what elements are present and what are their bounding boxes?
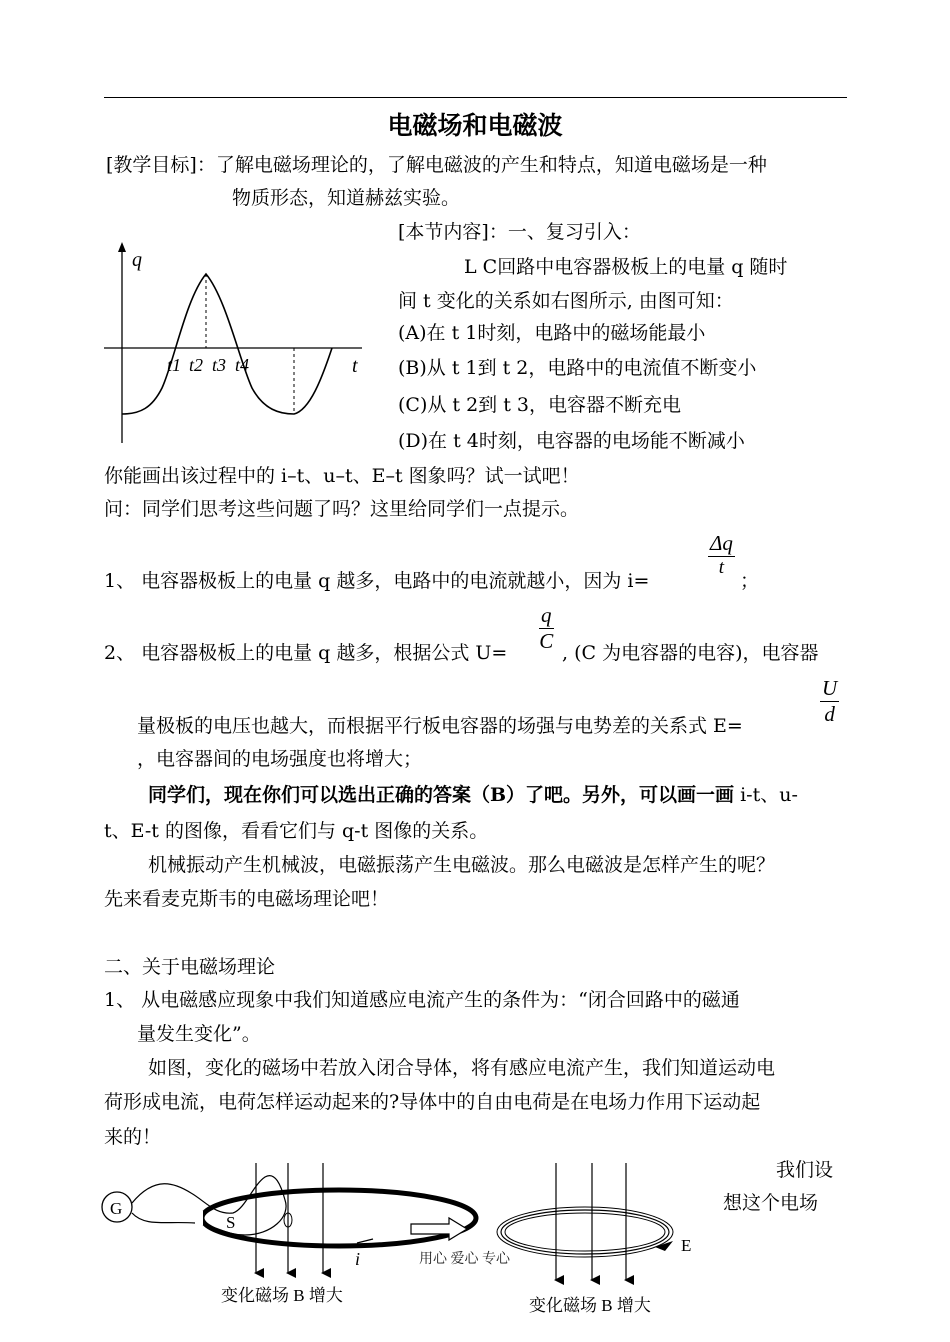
hint-1 — [104, 566, 649, 593]
fraction-dq-t-den: t — [718, 557, 725, 578]
option-a: (A)在 t 1时刻，电路中的磁场能最小 — [398, 322, 706, 344]
field-e-label: E — [681, 1236, 692, 1255]
hint-2-text: 2、 电容器极板上的电量 q 越多，根据公式 U= — [104, 642, 508, 664]
x-axis-label: t — [352, 355, 358, 377]
q-curve — [122, 274, 332, 414]
fraction-u-d-den: d — [824, 702, 835, 726]
hint-2b-line1: 量极板的电压也越大，而根据平行板电容器的场强与电势差的关系式 E= — [137, 715, 743, 737]
y-axis-arrow — [118, 242, 126, 252]
induct-para-line2: 荷形成电流，电荷怎样运动起来的?导体中的自由电荷是在电场力作用下运动起 — [104, 1091, 761, 1113]
tick-t3: t3 — [212, 355, 227, 375]
fraction-dq-t — [708, 531, 735, 579]
prompt-draw: 你能画出该过程中的 i–t、u–t、E–t 图象吗？试一试吧！ — [104, 465, 580, 487]
side-note-line2: 想这个电场 — [723, 1192, 819, 1214]
switch-label: S — [226, 1213, 236, 1232]
teaching-goal-line1: [教学目标]：了解电磁场理论的，了解电磁波的产生和特点，知道电磁场是一种 — [106, 154, 767, 176]
current-arrow-icon — [357, 1239, 373, 1243]
induct-para-line1: 如图，变化的磁场中若放入闭合导体，将有感应电流产生，我们知道运动电 — [148, 1057, 776, 1079]
watermark: 用心 爱心 专心 — [419, 1252, 510, 1267]
wave-para-line1: 机械振动产生机械波，电磁振荡产生电磁波。那么电磁波是怎样产生的呢？ — [148, 854, 776, 876]
answer-normal: i-t、u- — [734, 784, 798, 806]
caption-left: 变化磁场 B 增大 — [221, 1286, 343, 1305]
y-axis-label: q — [132, 249, 142, 271]
tick-t2: t2 — [189, 355, 204, 375]
fraction-u-d — [820, 676, 839, 727]
option-d: (D)在 t 4时刻，电容器的电场能不断减小 — [398, 430, 745, 452]
item-1-line1: 1、 从电磁感应现象中我们知道感应电流产生的条件为：“闭合回路中的磁通 — [104, 989, 740, 1011]
fraction-u-d-num: U — [822, 676, 838, 700]
top-rule — [104, 97, 847, 98]
hint-1-tail: ； — [740, 570, 760, 592]
lc-text-line1: L C回路中电容器极板上的电量 q 随时 — [464, 256, 788, 278]
answer-bold: 同学们，现在你们可以选出正确的答案（B）了吧。另外，可以画一画 — [148, 784, 735, 806]
page-title: 电磁场和电磁波 — [387, 111, 563, 140]
lc-text-line2: 间 t 变化的关系如右图所示, 由图可知： — [398, 290, 734, 312]
fraction-q-c-den: C — [539, 629, 554, 653]
side-note-line1: 我们设 — [776, 1159, 834, 1181]
tick-t4: t4 — [235, 355, 250, 375]
fraction-q-c-num: q — [541, 603, 552, 627]
option-b: (B)从 t 1到 t 2，电路中的电流值不断变小 — [398, 357, 757, 379]
prompt-question: 问：同学们思考这些问题了吗？这里给同学们一点提示。 — [104, 498, 580, 520]
content-heading: [本节内容]：一、复习引入： — [398, 221, 641, 243]
hint-1-text: 1、 电容器极板上的电量 q 越多，电路中的电流就越小，因为 i= — [104, 570, 650, 592]
section-2-heading: 二、关于电磁场理论 — [104, 956, 276, 978]
fraction-q-c — [539, 603, 554, 654]
fraction-dq-t-num: Δq — [710, 531, 733, 555]
item-1-line2: 量发生变化”。 — [137, 1023, 261, 1045]
answer-line2: t、E-t 的图像，看看它们与 q-t 图像的关系。 — [104, 820, 489, 842]
induct-para-line3: 来的！ — [104, 1126, 162, 1148]
caption-right: 变化磁场 B 增大 — [529, 1296, 651, 1315]
tick-t1: t1 — [167, 355, 182, 375]
galvanometer-label: G — [110, 1199, 123, 1218]
wave-para-line2: 先来看麦克斯韦的电磁场理论吧！ — [104, 888, 390, 910]
hint-2-tail: , (C 为电容器的电容)，电容器 — [562, 642, 819, 664]
induced-field-ring — [497, 1207, 673, 1257]
answer-line1 — [148, 780, 798, 807]
q-t-graph — [100, 238, 370, 448]
teaching-goal-line2: 物质形态，知道赫兹实验。 — [232, 187, 461, 209]
induced-field-ring — [505, 1213, 665, 1251]
current-label: i — [355, 1249, 361, 1269]
hint-2b-line2: ，电容器间的电场强度也将增大； — [137, 748, 423, 770]
option-c: (C)从 t 2到 t 3，电容器不断充电 — [398, 394, 681, 416]
induction-figure — [95, 1155, 715, 1330]
closed-loop — [202, 1190, 476, 1246]
induced-field-ring — [501, 1210, 669, 1254]
